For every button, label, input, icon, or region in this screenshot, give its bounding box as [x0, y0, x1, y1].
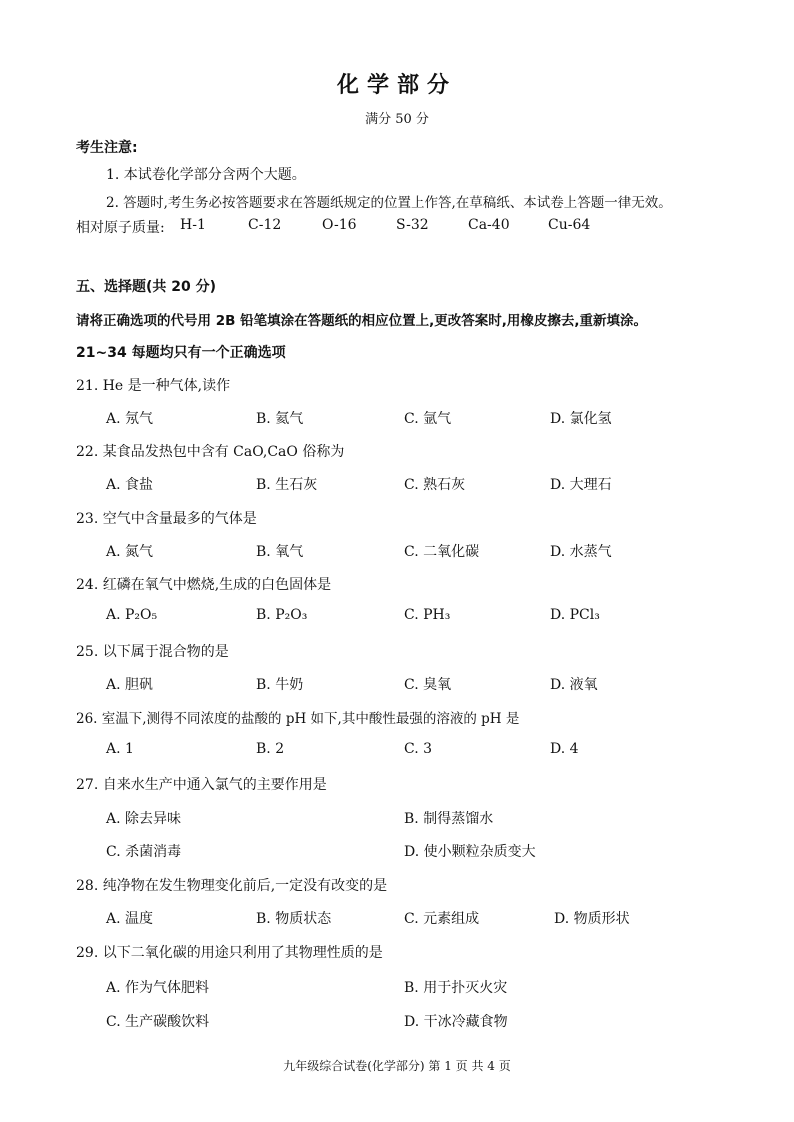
- question-stem: 24. 红磷在氧气中燃烧,生成的白色固体是: [76, 577, 332, 593]
- option-b: B. 2: [256, 741, 285, 757]
- question-options-row-2: [106, 1011, 726, 1031]
- mass-s: S-32: [396, 217, 429, 233]
- question-stem: 26. 室温下,测得不同浓度的盐酸的 pH 如下,其中酸性最强的溶液的 pH 是: [76, 711, 520, 727]
- option-d: D. 大理石: [550, 477, 612, 493]
- option-c: C. PH₃: [404, 607, 451, 623]
- section-heading: 五、选择题(共 20 分): [76, 279, 217, 295]
- question-options: [106, 541, 726, 561]
- option-c: C. 杀菌消毒: [106, 844, 182, 860]
- option-d: D. 4: [550, 741, 579, 757]
- mass-h: H-1: [180, 217, 206, 233]
- question-stem: 29. 以下二氧化碳的用途只利用了其物理性质的是: [76, 945, 383, 961]
- question-stem: 22. 某食品发热包中含有 CaO,CaO 俗称为: [76, 444, 345, 460]
- option-a: A. 温度: [106, 911, 154, 927]
- notice-item-2: 2. 答题时,考生务必按答题要求在答题纸规定的位置上作答,在草稿纸、本试卷上答题一律无效。: [106, 195, 672, 211]
- page-footer: 九年级综合试卷(化学部分) 第 1 页 共 4 页: [283, 1059, 511, 1073]
- option-a: A. P₂O₅: [106, 607, 158, 623]
- masses-label: 相对原子质量:: [76, 220, 165, 236]
- option-b: B. 制得蒸馏水: [404, 811, 494, 827]
- option-b: B. 用于扑灭火灾: [404, 980, 508, 996]
- option-c: C. 二氧化碳: [404, 544, 480, 560]
- option-b: B. 氦气: [256, 411, 304, 427]
- question-stem: 27. 自来水生产中通入氯气的主要作用是: [76, 777, 327, 793]
- option-d: D. 使小颗粒杂质变大: [404, 844, 536, 860]
- option-c: C. 熟石灰: [404, 477, 466, 493]
- question-options-row-2: [106, 841, 726, 861]
- section-instruction: 请将正确选项的代号用 2B 铅笔填涂在答题纸的相应位置上,更改答案时,用橡皮擦去,重新填涂。: [76, 313, 647, 329]
- option-d: D. 液氧: [550, 677, 598, 693]
- question-options: [106, 474, 726, 494]
- question-options: [106, 741, 726, 761]
- page-title: 化学部分: [336, 73, 457, 98]
- option-b: B. 牛奶: [256, 677, 304, 693]
- option-d: D. 物质形状: [554, 911, 630, 927]
- option-d: D. 氯化氢: [550, 411, 612, 427]
- question-options: [106, 607, 726, 627]
- option-a: A. 1: [106, 741, 134, 757]
- notice-heading: 考生注意:: [76, 140, 138, 156]
- full-score: 满分 50 分: [365, 112, 429, 127]
- option-a: A. 氖气: [106, 411, 154, 427]
- question-options: [106, 908, 726, 928]
- option-d: D. 水蒸气: [550, 544, 612, 560]
- mass-ca: Ca-40: [468, 217, 510, 233]
- question-stem: 23. 空气中含量最多的气体是: [76, 511, 257, 527]
- mass-c: C-12: [248, 217, 282, 233]
- question-options: [106, 408, 726, 428]
- mass-cu: Cu-64: [548, 217, 591, 233]
- option-c: C. 氩气: [404, 411, 452, 427]
- notice-item-1: 1. 本试卷化学部分含两个大题。: [106, 167, 306, 183]
- section-subheading: 21~34 每题均只有一个正确选项: [76, 345, 286, 361]
- question-options-row-1: [106, 977, 726, 997]
- question-stem: 25. 以下属于混合物的是: [76, 644, 229, 660]
- option-a: A. 氮气: [106, 544, 154, 560]
- question-stem: 21. He 是一种气体,读作: [76, 378, 231, 394]
- option-d: D. PCl₃: [550, 607, 600, 623]
- option-a: A. 作为气体肥料: [106, 980, 210, 996]
- option-c: C. 元素组成: [404, 911, 480, 927]
- question-stem: 28. 纯净物在发生物理变化前后,一定没有改变的是: [76, 878, 388, 894]
- mass-o: O-16: [322, 217, 357, 233]
- option-a: A. 除去异味: [106, 811, 182, 827]
- option-b: B. P₂O₃: [256, 607, 308, 623]
- question-options: [106, 674, 726, 694]
- option-c: C. 臭氧: [404, 677, 452, 693]
- option-b: B. 生石灰: [256, 477, 318, 493]
- option-b: B. 物质状态: [256, 911, 332, 927]
- option-d: D. 干冰冷藏食物: [404, 1014, 508, 1030]
- option-a: A. 胆矾: [106, 677, 154, 693]
- question-options-row-1: [106, 808, 726, 828]
- option-b: B. 氧气: [256, 544, 304, 560]
- option-a: A. 食盐: [106, 477, 154, 493]
- option-c: C. 生产碳酸饮料: [106, 1014, 210, 1030]
- option-c: C. 3: [404, 741, 433, 757]
